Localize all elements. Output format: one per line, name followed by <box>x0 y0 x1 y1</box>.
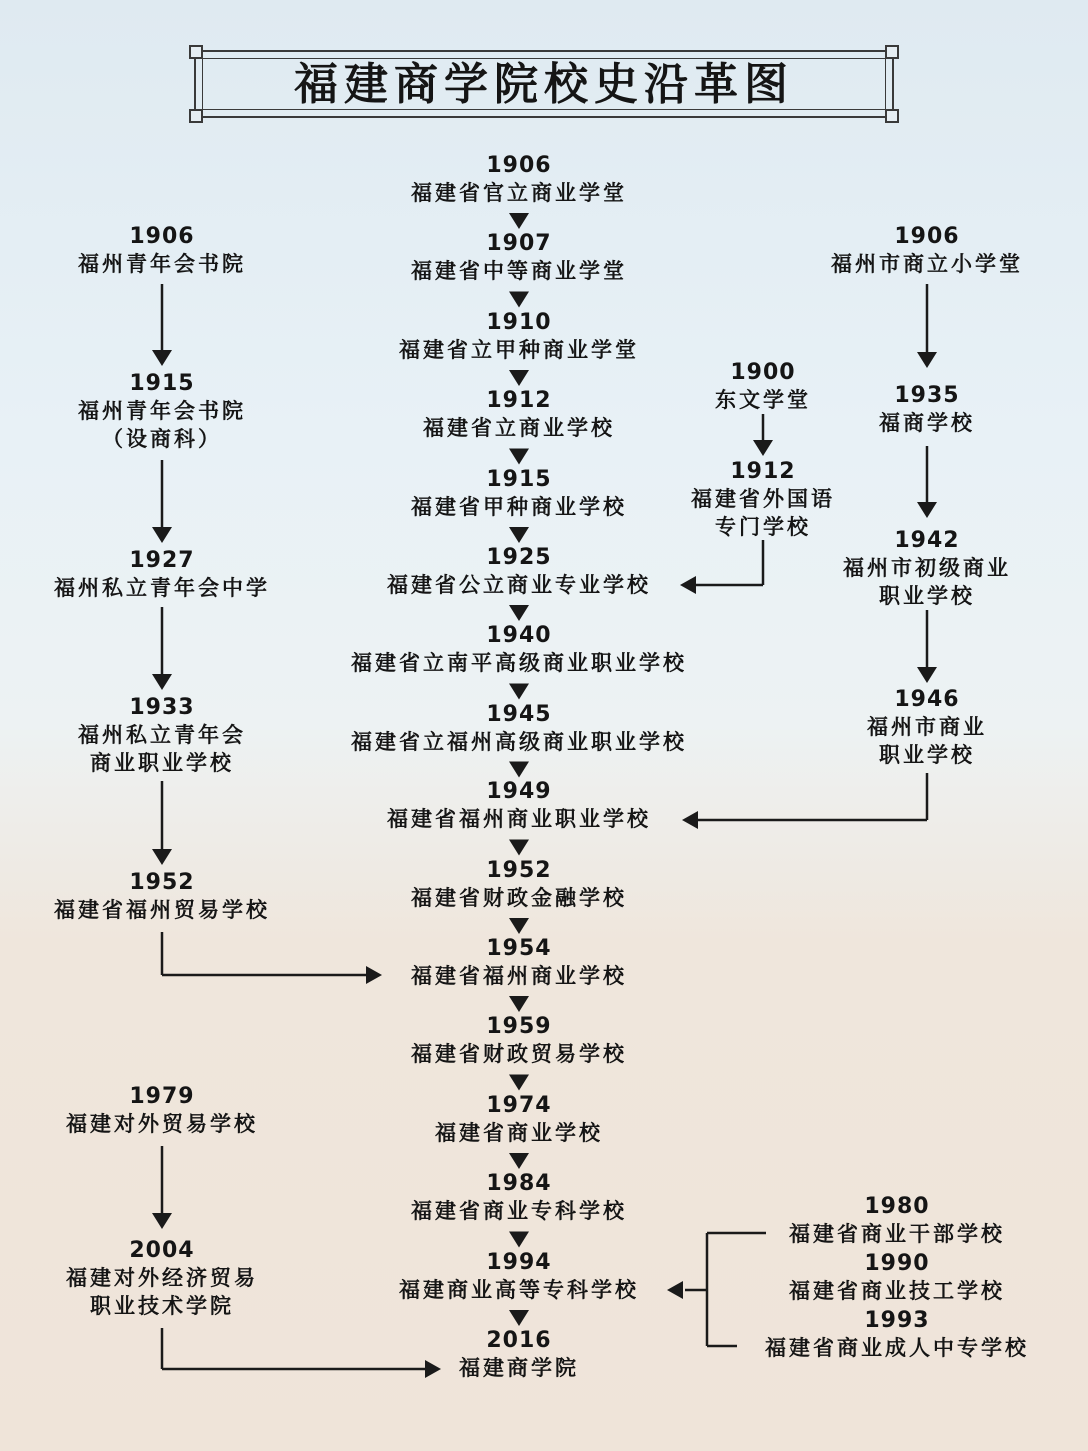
node-name: 福建省立南平高级商业职业学校 <box>351 651 687 675</box>
node-year: 1906 <box>894 224 960 249</box>
node-name: 专门学校 <box>715 515 811 539</box>
left-node <box>66 1238 258 1320</box>
center-node <box>411 153 627 207</box>
center-step-arrow <box>509 1310 529 1326</box>
center-node <box>435 1093 603 1147</box>
node-name: 福建省福州商业学校 <box>411 964 627 988</box>
center-node <box>387 779 651 833</box>
node-name: 福建省商业专科学校 <box>411 1199 627 1223</box>
mid-right-node <box>691 459 835 541</box>
node-year: 1915 <box>129 371 195 396</box>
arrow-head <box>917 352 937 368</box>
arrow-head <box>680 576 696 594</box>
node-name: 福州市商立小学堂 <box>831 252 1023 276</box>
center-step-arrow <box>509 918 529 934</box>
center-node <box>351 702 687 756</box>
node-name: 福建省立福州高级商业职业学校 <box>351 730 687 754</box>
node-name: 福建省福州贸易学校 <box>54 898 270 922</box>
arrow-head <box>682 811 698 829</box>
mid-right-node <box>715 360 811 414</box>
node-name: 福建省立商业学校 <box>423 416 615 440</box>
node-name: 福州青年会书院 <box>78 252 246 276</box>
node-year: 1915 <box>486 467 552 492</box>
left-node <box>78 695 246 777</box>
node-name: 福州私立青年会 <box>78 723 246 747</box>
center-step-arrow <box>509 527 529 543</box>
node-year: 1935 <box>894 383 960 408</box>
left-node <box>54 548 270 602</box>
node-name: 福建省立甲种商业学堂 <box>399 338 639 362</box>
arrow-head <box>366 966 382 984</box>
node-name: 福商学校 <box>879 411 975 435</box>
node-name: 福建省外国语 <box>691 487 835 511</box>
right-node <box>867 687 987 769</box>
node-year: 1900 <box>730 360 796 385</box>
center-step-arrow <box>509 762 529 778</box>
center-step-arrow <box>509 1232 529 1248</box>
node-name: 福建省商业学校 <box>435 1121 603 1145</box>
node-name: 职业技术学院 <box>90 1294 234 1318</box>
bottom-right-node <box>765 1308 1029 1362</box>
center-node <box>399 1250 639 1304</box>
arrow-head <box>917 502 937 518</box>
node-year: 1980 <box>864 1194 930 1219</box>
node-name: 福建省中等商业学堂 <box>411 259 627 283</box>
node-year: 1974 <box>486 1093 552 1118</box>
center-step-arrow <box>509 213 529 229</box>
node-name: 福建省商业干部学校 <box>789 1222 1005 1246</box>
center-node <box>387 545 651 599</box>
center-step-arrow <box>509 996 529 1012</box>
node-name: （设商科） <box>102 427 222 451</box>
center-step-arrow <box>509 449 529 465</box>
right-node <box>879 383 975 437</box>
node-year: 1954 <box>486 936 552 961</box>
arrow-head <box>425 1360 441 1378</box>
node-year: 1990 <box>864 1251 930 1276</box>
center-step-arrow <box>509 292 529 308</box>
bottom-right-node <box>789 1194 1005 1248</box>
node-name: 福州市商业 <box>867 715 987 739</box>
node-year: 1927 <box>129 548 195 573</box>
center-step-arrow <box>509 840 529 856</box>
page-title: 福建商学院校史沿革图 <box>294 59 794 110</box>
node-year: 1910 <box>486 310 552 335</box>
node-year: 2004 <box>129 1238 195 1263</box>
node-year: 1946 <box>894 687 960 712</box>
center-step-arrow <box>509 1153 529 1169</box>
node-name: 福建省商业成人中专学校 <box>765 1336 1029 1360</box>
node-year: 1993 <box>864 1308 930 1333</box>
node-name: 福建省官立商业学堂 <box>411 181 627 205</box>
right-node <box>831 224 1023 278</box>
arrow-head <box>152 674 172 690</box>
center-node <box>423 388 615 442</box>
center-node <box>459 1328 579 1382</box>
arrow-head <box>152 350 172 366</box>
node-name: 福建对外贸易学校 <box>66 1112 258 1136</box>
center-node <box>411 858 627 912</box>
center-step-arrow <box>509 605 529 621</box>
node-name: 福州青年会书院 <box>78 399 246 423</box>
node-name: 福建省商业技工学校 <box>789 1279 1005 1303</box>
node-name: 福建省财政金融学校 <box>411 886 627 910</box>
node-year: 1906 <box>486 153 552 178</box>
node-year: 1933 <box>129 695 195 720</box>
node-name: 职业学校 <box>879 584 975 608</box>
node-year: 1912 <box>730 459 796 484</box>
node-name: 福建省公立商业专业学校 <box>387 573 651 597</box>
node-name: 福州市初级商业 <box>843 556 1011 580</box>
node-year: 1979 <box>129 1084 195 1109</box>
node-year: 1907 <box>486 231 552 256</box>
node-name: 福建省财政贸易学校 <box>411 1042 627 1066</box>
arrow-head <box>667 1281 683 1299</box>
right-node <box>843 528 1011 610</box>
arrow-head <box>152 849 172 865</box>
node-name: 福州私立青年会中学 <box>54 576 270 600</box>
node-name: 福建省福州商业职业学校 <box>387 807 651 831</box>
node-name: 商业职业学校 <box>90 751 234 775</box>
node-year: 1945 <box>486 702 552 727</box>
arrow-head <box>152 527 172 543</box>
center-node <box>411 1171 627 1225</box>
node-year: 1952 <box>486 858 552 883</box>
center-step-arrow <box>509 1075 529 1091</box>
node-name: 职业学校 <box>879 743 975 767</box>
arrow-head <box>917 667 937 683</box>
node-name: 福建商业高等专科学校 <box>399 1278 639 1302</box>
arrow-head <box>753 440 773 456</box>
center-node <box>351 623 687 677</box>
left-node <box>78 224 246 278</box>
node-year: 1906 <box>129 224 195 249</box>
node-year: 2016 <box>486 1328 552 1353</box>
node-year: 1949 <box>486 779 552 804</box>
node-year: 1959 <box>486 1014 552 1039</box>
node-name: 福建省甲种商业学校 <box>411 495 627 519</box>
center-node <box>411 1014 627 1068</box>
node-year: 1994 <box>486 1250 552 1275</box>
center-step-arrow <box>509 370 529 386</box>
arrow-head <box>152 1213 172 1229</box>
node-year: 1952 <box>129 870 195 895</box>
center-step-arrow <box>509 684 529 700</box>
center-node <box>411 936 627 990</box>
left-node <box>78 371 246 453</box>
center-node <box>411 467 627 521</box>
left-node <box>54 870 270 924</box>
node-name: 福建商学院 <box>459 1356 579 1380</box>
node-year: 1940 <box>486 623 552 648</box>
node-year: 1984 <box>486 1171 552 1196</box>
node-name: 东文学堂 <box>715 388 811 412</box>
bottom-right-node <box>789 1251 1005 1305</box>
center-node <box>399 310 639 364</box>
left-node <box>66 1084 258 1138</box>
node-year: 1925 <box>486 545 552 570</box>
node-year: 1942 <box>894 528 960 553</box>
node-year: 1912 <box>486 388 552 413</box>
node-name: 福建对外经济贸易 <box>66 1266 258 1290</box>
center-node <box>411 231 627 285</box>
